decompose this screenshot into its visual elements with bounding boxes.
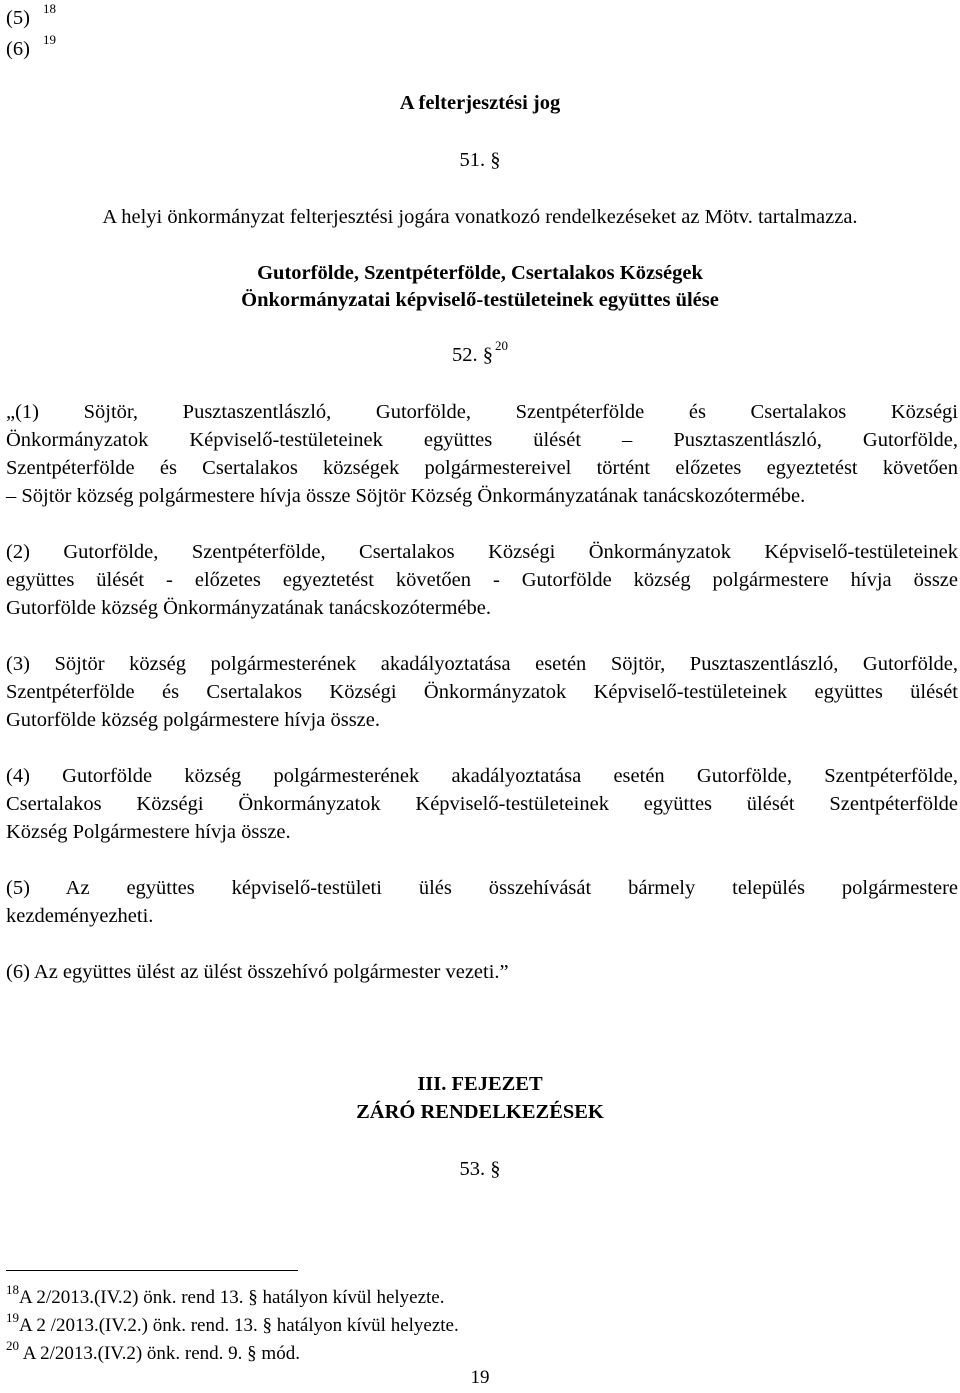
- footnote-number: 19: [6, 1310, 19, 1325]
- paragraph-text: A helyi önkormányzat felterjesztési jogára vonatkozó rendelkezéseket az Mötv. tartalmazza.: [102, 206, 858, 228]
- paragraph-number: 51. §: [459, 149, 501, 171]
- footnote-19: $^{19}$A 2 /2013.(IV.2.) önk. rend. 13. § hatályon kívül helyezte.: [6, 1310, 459, 1336]
- section-heading-line2: Önkormányzatai képviselő-testületeinek együttes ülése: [241, 289, 719, 311]
- chapter-title: III. FEJEZET: [417, 1073, 543, 1095]
- footnote-ref[interactable]: 19: [43, 32, 57, 47]
- footnote-ref[interactable]: 20: [495, 338, 508, 353]
- section-heading: A felterjesztési jog: [399, 92, 561, 114]
- note-label: (5): [6, 7, 30, 29]
- paragraph-number: 53. §: [459, 1158, 501, 1180]
- chapter-subtitle: ZÁRÓ RENDELKEZÉSEK: [356, 1101, 604, 1123]
- top-note-6: [6, 32, 57, 63]
- footnote-number: 18: [6, 1282, 19, 1297]
- section-heading-line1: Gutorfölde, Szentpéterfölde, Csertalakos Községek: [257, 262, 703, 284]
- subparagraph-1: „(1) Söjtör, Pusztaszentlászló, Gutorfölde, Szentpéterfölde és Csertalakos Községi Önkormányzatok Képviselő-testületeinek együttes ülését – Pusztaszentlászló, Gutorfölde, Szentpéterfölde és Csertalakos községek polgármestereivel történt előzetes egyeztetést követően – Söjtör község polgármestere hívja össze Söjtör Község Önkormányzatának tanácskozótermébe.: [6, 401, 958, 507]
- footnote-20: $^{20}$ A 2/2013.(IV.2) önk. rend. 9. § mód.: [6, 1338, 300, 1364]
- page-number: 19: [470, 1367, 490, 1388]
- subparagraph-5: (5) Az együttes képviselő-testületi ülés összehívását bármely település polgármestere kezdeményezheti.: [6, 877, 958, 927]
- subparagraph-2: (2) Gutorfölde, Szentpéterfölde, Csertalakos Községi Önkormányzatok Képviselő-testületeinek együttes ülését - előzetes egyeztetést követően - Gutorfölde község polgármestere hívja össze Gutorfölde község Önkormányzatának tanácskozótermébe.: [6, 541, 958, 619]
- footnote-ref[interactable]: 18: [43, 1, 57, 16]
- paragraph-number: 52. § $^{20}$: [452, 338, 508, 366]
- footnote-18: $^{18}$A 2/2013.(IV.2) önk. rend 13. § hatályon kívül helyezte.: [6, 1282, 445, 1308]
- subparagraph-4: (4) Gutorfölde község polgármesterének akadályoztatása esetén Gutorfölde, Szentpéterfölde, Csertalakos Községi Önkormányzatok Képviselő-testületeinek együttes ülését Szentpéterfölde Község Polgármestere hívja össze.: [6, 765, 958, 843]
- footnote-separator: [6, 1270, 298, 1271]
- footnote-number: 20: [6, 1338, 19, 1353]
- subparagraph-6: (6) Az együttes ülést az ülést összehívó polgármester vezeti.”: [6, 961, 509, 983]
- note-label: (6): [6, 38, 30, 60]
- subparagraph-3: (3) Söjtör község polgármesterének akadályoztatása esetén Söjtör, Pusztaszentlászló, Gutorfölde, Szentpéterfölde és Csertalakos Községi Önkormányzatok Képviselő-testületeinek együttes ülését Gutorfölde község polgármestere hívja össze.: [6, 653, 958, 731]
- top-note-5: [6, 1, 57, 32]
